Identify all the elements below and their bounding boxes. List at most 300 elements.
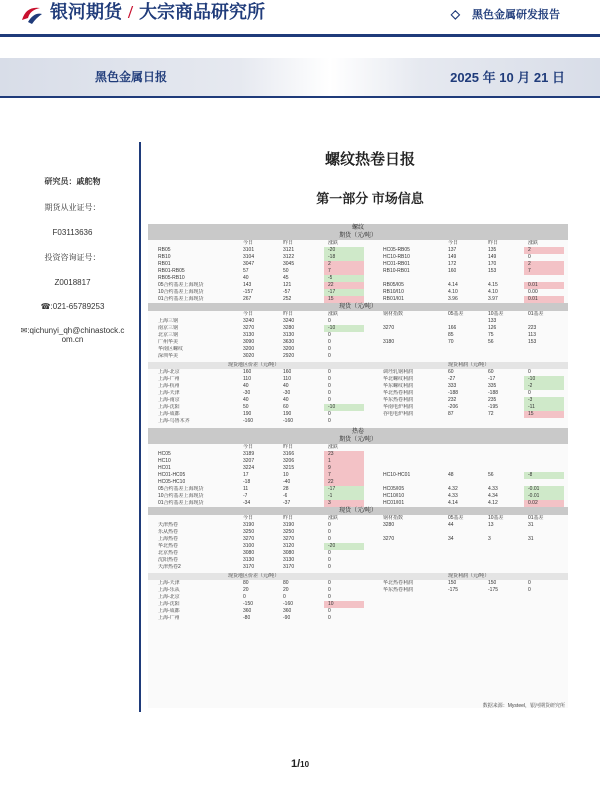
table-cell: 上海热卷 xyxy=(158,536,179,542)
hc-spread-row xyxy=(148,472,568,479)
table-cell: 7 xyxy=(528,268,531,274)
rebar-regional-row xyxy=(148,383,568,390)
table-cell: 0 xyxy=(328,353,331,359)
table-cell: 3.96 xyxy=(448,296,458,302)
table-cell: 上海-沈阳 xyxy=(158,601,180,607)
table-cell: 0 xyxy=(328,339,331,345)
table-cell: 今日 xyxy=(243,444,254,450)
banner-title: 黑色金属日报 xyxy=(95,70,168,84)
table-cell: 10合约基差上海现货 xyxy=(158,493,204,499)
table-cell: 上海-杭州 xyxy=(158,383,180,389)
table-cell: RB01/I01 xyxy=(383,296,404,302)
table-cell: 01基差 xyxy=(528,515,544,521)
table-cell: 3270 xyxy=(243,325,255,331)
table-cell: 15 xyxy=(528,411,534,417)
table-cell: 涨跌 xyxy=(328,444,339,450)
table-cell: 3080 xyxy=(243,550,255,556)
table-cell: 172 xyxy=(448,261,457,267)
table-cell: 05基差 xyxy=(448,311,464,317)
table-cell: 今日 xyxy=(243,311,254,317)
table-cell: 3047 xyxy=(243,261,255,267)
rebar-basis-row xyxy=(148,296,568,303)
table-cell: 232 xyxy=(448,397,457,403)
table-cell: 335 xyxy=(488,383,497,389)
table-cell: 10基差 xyxy=(488,311,504,317)
table-cell: 150 xyxy=(488,580,497,586)
hc-futures-row xyxy=(148,465,568,472)
table-cell: 钢材指数 xyxy=(383,515,404,521)
table-cell: 235 xyxy=(488,397,497,403)
table-cell: 钢材指数 xyxy=(383,311,404,317)
table-cell: 上海-天津 xyxy=(158,390,180,396)
table-cell: 上海-天津 xyxy=(158,580,180,586)
table-cell: RB10/I10 xyxy=(383,289,404,295)
table-cell: -80 xyxy=(243,615,251,621)
table-cell: 34 xyxy=(448,536,454,542)
table-cell: 3270 xyxy=(243,536,255,542)
rebar-regional-row xyxy=(148,390,568,397)
hc-futures-row xyxy=(148,451,568,458)
table-cell: 87 xyxy=(448,411,454,417)
table-cell: 上海-广州 xyxy=(158,376,180,382)
table-cell: 今日 xyxy=(448,240,459,246)
table-cell: -17 xyxy=(488,376,496,382)
table-cell: 166 xyxy=(448,325,457,331)
doc-title: 螺纹热卷日报 xyxy=(324,151,415,168)
table-cell: 22 xyxy=(328,479,334,485)
table-cell: 3170 xyxy=(243,564,255,570)
table-cell: -6 xyxy=(283,493,288,499)
hc-spot-row xyxy=(148,564,568,571)
table-cell: 华北热卷利润 xyxy=(383,390,414,396)
table-cell: 135 xyxy=(488,247,497,253)
table-cell: 北京热卷 xyxy=(158,550,179,556)
table-cell: 0 xyxy=(283,594,286,600)
table-cell: 75 xyxy=(488,332,494,338)
table-cell: -17 xyxy=(328,289,336,295)
table-cell: 上海-南京 xyxy=(158,397,180,403)
table-cell: 40 xyxy=(243,397,249,403)
table-cell: 80 xyxy=(243,580,249,586)
table-cell: 昨日 xyxy=(283,240,294,246)
hc-spot-row xyxy=(148,522,568,529)
table-cell: 2920 xyxy=(283,353,295,359)
table-cell: 北京三钢 xyxy=(158,332,179,338)
table-cell: HC05 xyxy=(158,451,171,457)
table-cell: HC01/I01 xyxy=(383,500,405,506)
table-cell: -17 xyxy=(328,486,336,492)
table-cell: 3240 xyxy=(283,318,295,324)
rebar-section: 螺纹 xyxy=(148,224,568,232)
table-cell: -18 xyxy=(243,479,251,485)
table-cell: 4.10 xyxy=(488,289,498,295)
table-cell: 4.12 xyxy=(488,500,498,506)
hc-regional-row xyxy=(148,608,568,615)
rebar-regional-row xyxy=(148,397,568,404)
regional-header xyxy=(148,362,568,369)
table-cell: 160 xyxy=(283,369,292,375)
table-cell: 170 xyxy=(488,261,497,267)
table-cell: 3224 xyxy=(243,465,255,471)
table-cell: -7 xyxy=(243,493,248,499)
table-cell: -188 xyxy=(488,390,499,396)
hc-basis-row xyxy=(148,500,568,507)
table-cell: 华北热卷利润 xyxy=(383,580,414,586)
hc-spot-row xyxy=(148,543,568,550)
table-cell: 沈阳热卷 xyxy=(158,557,179,563)
table-cell: 1 xyxy=(328,458,331,464)
table-cell: 3200 xyxy=(283,346,295,352)
table-cell: 0 xyxy=(328,608,331,614)
table-cell: 72 xyxy=(488,411,494,417)
table-cell: -175 xyxy=(448,587,459,593)
hc-regional-row xyxy=(148,615,568,622)
table-cell: 3130 xyxy=(243,557,255,563)
author-sidebar xyxy=(10,176,135,359)
table-cell: 3045 xyxy=(283,261,295,267)
table-cell: 3189 xyxy=(243,451,255,457)
hc-regional-row xyxy=(148,601,568,608)
table-cell: 上海-成都 xyxy=(158,411,180,417)
table-cell: 15 xyxy=(328,296,334,302)
table-cell: 3250 xyxy=(283,529,295,535)
table-cell: -2 xyxy=(528,383,533,389)
table-cell: 3100 xyxy=(243,543,255,549)
table-cell: HC01-HC05 xyxy=(158,472,186,478)
table-cell: 333 xyxy=(448,383,457,389)
table-cell: 0 xyxy=(328,411,331,417)
table-cell: 4.32 xyxy=(448,486,458,492)
rebar-spread-row xyxy=(148,268,568,275)
table-cell: 133 xyxy=(488,318,497,324)
rebar-spot-row xyxy=(148,318,568,325)
table-cell: 3122 xyxy=(283,254,295,260)
hc-futures-row xyxy=(148,458,568,465)
table-cell: 0 xyxy=(528,254,531,260)
hc-regional-header xyxy=(148,573,568,580)
table-cell: RB10 xyxy=(158,254,171,260)
table-cell: -160 xyxy=(283,418,294,424)
hc-regional-title: 现货地区价差（元/吨） xyxy=(228,573,280,579)
table-cell: 今日 xyxy=(243,515,254,521)
hc-regional-row xyxy=(148,580,568,587)
table-cell: 3206 xyxy=(283,458,295,464)
table-cell: 3630 xyxy=(283,339,295,345)
table-cell: 3200 xyxy=(243,346,255,352)
rebar-spot-row xyxy=(148,346,568,353)
table-cell: 149 xyxy=(448,254,457,260)
rebar-futures-section: 期货（元/吨） xyxy=(148,232,568,240)
hc-spread-row xyxy=(148,479,568,486)
table-cell: 0.01 xyxy=(528,296,538,302)
table-cell: 3130 xyxy=(283,332,295,338)
table-cell: 31 xyxy=(528,536,534,542)
table-cell: 149 xyxy=(488,254,497,260)
table-cell: 0 xyxy=(243,594,246,600)
table-cell: 3280 xyxy=(383,522,395,528)
table-cell: 0 xyxy=(328,615,331,621)
table-cell: 4.34 xyxy=(488,493,498,499)
table-cell: 上海-北京 xyxy=(158,594,180,600)
table-cell: 3080 xyxy=(283,550,295,556)
table-cell: 267 xyxy=(243,296,252,302)
table-cell: -195 xyxy=(488,404,499,410)
table-cell: 乐从热卷 xyxy=(158,529,179,535)
table-cell: 0 xyxy=(328,332,331,338)
table-cell: 华东热卷利润 xyxy=(383,587,414,593)
table-cell: 56 xyxy=(488,472,494,478)
table-cell: 223 xyxy=(528,325,537,331)
hc-regional-row xyxy=(148,587,568,594)
header-row xyxy=(148,515,568,522)
table-cell: 3250 xyxy=(243,529,255,535)
table-cell: -11 xyxy=(528,404,535,410)
table-cell: 上海-乌鲁木齐 xyxy=(158,418,190,424)
email-line2[interactable]: om.cn xyxy=(61,335,84,344)
table-cell: 0 xyxy=(528,390,531,396)
rebar-regional-row xyxy=(148,411,568,418)
divider-line xyxy=(139,142,141,712)
header-row xyxy=(148,240,568,247)
table-cell: 05合约基差上海现货 xyxy=(158,282,204,288)
table-cell: 4.33 xyxy=(488,486,498,492)
table-cell: 360 xyxy=(243,608,252,614)
rebar-basis-row xyxy=(148,282,568,289)
table-cell: -34 xyxy=(243,500,251,506)
table-cell: 广州华美 xyxy=(158,339,179,345)
phone: ☎:021-65789253 xyxy=(40,302,105,311)
table-cell: 160 xyxy=(243,369,252,375)
table-cell: 涨跌 xyxy=(528,240,539,246)
table-cell: 上海-沈阳 xyxy=(158,404,180,410)
hc-spot-section: 现货（元/吨） xyxy=(148,507,568,515)
table-cell: -157 xyxy=(243,289,254,295)
table-cell: RB10-RB01 xyxy=(383,268,410,274)
section-title: 第一部分 市场信息 xyxy=(316,191,424,206)
table-cell: 9 xyxy=(328,465,331,471)
table-cell: 0 xyxy=(528,587,531,593)
title-banner xyxy=(0,58,600,98)
table-cell: 126 xyxy=(488,325,497,331)
rebar-spot-row xyxy=(148,353,568,360)
table-cell: 113 xyxy=(528,332,536,338)
table-cell: 0.01 xyxy=(528,282,538,288)
table-cell: 3215 xyxy=(283,465,295,471)
table-cell: 0 xyxy=(328,390,331,396)
table-cell: 360 xyxy=(283,608,292,614)
rebar-regional-row xyxy=(148,418,568,425)
table-cell: 01基差 xyxy=(528,311,544,317)
rebar-regional-row xyxy=(148,369,568,376)
table-cell: 20 xyxy=(283,587,289,593)
table-cell: 天津热卷2 xyxy=(158,564,181,570)
table-cell: 上海-成都 xyxy=(158,608,180,614)
table-cell: 50 xyxy=(243,404,249,410)
table-cell: 4.33 xyxy=(448,493,458,499)
rebar-futures-row xyxy=(148,261,568,268)
data-source: 数据来源：Mysteel，银河期货研究所 xyxy=(482,703,565,709)
table-cell: 深圳华美 xyxy=(158,353,179,359)
hc-basis-row xyxy=(148,486,568,493)
table-cell: HC10 xyxy=(158,458,171,464)
table-cell: -0.01 xyxy=(528,493,540,499)
table-cell: 57 xyxy=(243,268,249,274)
table-cell: HC10-RB10 xyxy=(383,254,410,260)
table-cell: 28 xyxy=(283,486,289,492)
table-cell: 190 xyxy=(243,411,252,417)
table-cell: -206 xyxy=(448,404,459,410)
table-cell: 143 xyxy=(243,282,252,288)
table-cell: 3 xyxy=(488,536,491,542)
table-cell: 0.02 xyxy=(528,500,538,506)
table-cell: -5 xyxy=(328,275,333,281)
hc-spot-row xyxy=(148,550,568,557)
table-cell: -20 xyxy=(328,543,336,549)
table-cell: -10 xyxy=(528,376,536,382)
table-cell: HC05/I05 xyxy=(383,486,405,492)
table-cell: 01合约基差上海现货 xyxy=(158,296,204,302)
table-cell: 3 xyxy=(328,500,331,506)
researcher-name: 研究员：戚舵物 xyxy=(44,177,101,186)
table-cell: HC05-HC10 xyxy=(158,479,186,485)
table-cell: 3270 xyxy=(383,325,395,331)
table-cell: 17 xyxy=(243,472,249,478)
table-cell: 22 xyxy=(328,282,334,288)
table-cell: 01合约基差上海现货 xyxy=(158,500,204,506)
table-cell: 11 xyxy=(243,486,249,492)
header-row xyxy=(148,444,568,451)
table-cell: 涨跌 xyxy=(328,240,339,246)
table-cell: 0 xyxy=(328,397,331,403)
table-cell: 85 xyxy=(448,332,454,338)
table-cell: 0 xyxy=(328,383,331,389)
table-cell: 3090 xyxy=(243,339,255,345)
table-cell: 0 xyxy=(528,580,531,586)
table-cell: 4.15 xyxy=(488,282,498,288)
table-cell: 0.00 xyxy=(528,289,538,295)
table-cell: 谷电电炉利润 xyxy=(383,411,414,417)
galaxy-logo-icon xyxy=(20,4,44,26)
table-cell: 3.97 xyxy=(488,296,498,302)
page-number: 1/10 xyxy=(290,758,310,770)
table-cell: 4.14 xyxy=(448,500,458,506)
table-cell: -18 xyxy=(328,254,336,260)
table-cell: 40 xyxy=(283,383,289,389)
table-cell: 44 xyxy=(448,522,454,528)
table-cell: 0 xyxy=(328,346,331,352)
rebar-spot-row xyxy=(148,339,568,346)
hc-profit-title: 现货利润（元/吨） xyxy=(448,573,490,579)
table-cell: 40 xyxy=(243,383,249,389)
table-cell: 110 xyxy=(243,376,251,382)
table-cell: 60 xyxy=(488,369,494,375)
table-cell: 3130 xyxy=(283,557,295,563)
table-cell: -27 xyxy=(448,376,456,382)
table-cell: 60 xyxy=(448,369,454,375)
table-cell: 0 xyxy=(328,522,331,528)
table-cell: 3270 xyxy=(383,536,395,542)
table-cell: -0.01 xyxy=(528,486,540,492)
table-cell: 上海-乐从 xyxy=(158,587,180,593)
table-cell: -30 xyxy=(283,390,291,396)
table-cell: RB01 xyxy=(158,261,171,267)
table-cell: 153 xyxy=(488,268,497,274)
table-cell: 华南电炉利润 xyxy=(383,404,414,410)
table-cell: 137 xyxy=(448,247,457,253)
table-cell: 7 xyxy=(328,472,331,478)
table-cell: 上海-广州 xyxy=(158,615,180,621)
table-cell: HC10/I10 xyxy=(383,493,405,499)
rebar-spot-row xyxy=(148,325,568,332)
table-cell: 昨日 xyxy=(283,515,294,521)
hc-regional-row xyxy=(148,594,568,601)
profit-title: 现货利润（元/吨） xyxy=(448,362,490,368)
rebar-basis-row xyxy=(148,289,568,296)
table-cell: 20 xyxy=(243,587,249,593)
table-cell: 0 xyxy=(328,587,331,593)
table-cell: 2 xyxy=(328,261,331,267)
hc-section: 热卷 xyxy=(148,428,568,436)
table-cell: 60 xyxy=(283,404,289,410)
table-cell: -20 xyxy=(328,247,336,253)
table-cell: 南京三钢 xyxy=(158,325,179,331)
table-cell: HC01 xyxy=(158,465,171,471)
table-cell: 48 xyxy=(448,472,454,478)
table-cell: 40 xyxy=(283,397,289,403)
report-type: ◇ 黑色金属研发报告 xyxy=(450,7,560,21)
table-cell: 23 xyxy=(328,451,334,457)
table-cell: 0 xyxy=(328,564,331,570)
table-cell: RB05 xyxy=(158,247,171,253)
table-cell: -3 xyxy=(528,397,533,403)
table-cell: 3280 xyxy=(283,325,295,331)
top-header xyxy=(0,0,600,37)
rebar-futures-row xyxy=(148,254,568,261)
table-cell: 3180 xyxy=(383,339,395,345)
table-cell: HC05-RB05 xyxy=(383,247,410,253)
market-data-table xyxy=(148,224,568,708)
table-cell: 华东螺纹利润 xyxy=(383,383,414,389)
table-cell: 3207 xyxy=(243,458,255,464)
table-cell: 0 xyxy=(328,529,331,535)
hc-spot-row xyxy=(148,529,568,536)
table-cell: 10基差 xyxy=(488,515,504,521)
advisory-number: Z0018817 xyxy=(54,278,91,287)
table-cell: 0 xyxy=(328,318,331,324)
table-cell: -40 xyxy=(283,479,291,485)
hc-spot-row xyxy=(148,557,568,564)
table-cell: 0 xyxy=(328,536,331,542)
table-cell: HC10-HC01 xyxy=(383,472,411,478)
table-cell: 今日 xyxy=(243,240,254,246)
table-cell: 3104 xyxy=(243,254,255,260)
table-cell: 3170 xyxy=(283,564,295,570)
regional-title: 现货地区价差（元/吨） xyxy=(228,362,280,368)
table-cell: 110 xyxy=(283,376,291,382)
table-cell: 2 xyxy=(528,261,531,267)
email-line1[interactable]: ✉:qichunyi_qh@chinastock.c xyxy=(20,326,125,335)
hc-futures-section: 期货（元/吨） xyxy=(148,436,568,444)
table-cell: 3121 xyxy=(283,247,295,253)
table-cell: 150 xyxy=(448,580,457,586)
report-date: 2025 年 10 月 21 日 xyxy=(450,70,565,85)
company-name: 银河期货 / 大宗商品研究所 xyxy=(50,2,266,22)
table-cell: 31 xyxy=(528,522,534,528)
table-cell: RB01-RB05 xyxy=(158,268,185,274)
table-cell: -90 xyxy=(283,615,291,621)
table-cell: 涨跌 xyxy=(328,515,339,521)
table-cell: 3166 xyxy=(283,451,295,457)
